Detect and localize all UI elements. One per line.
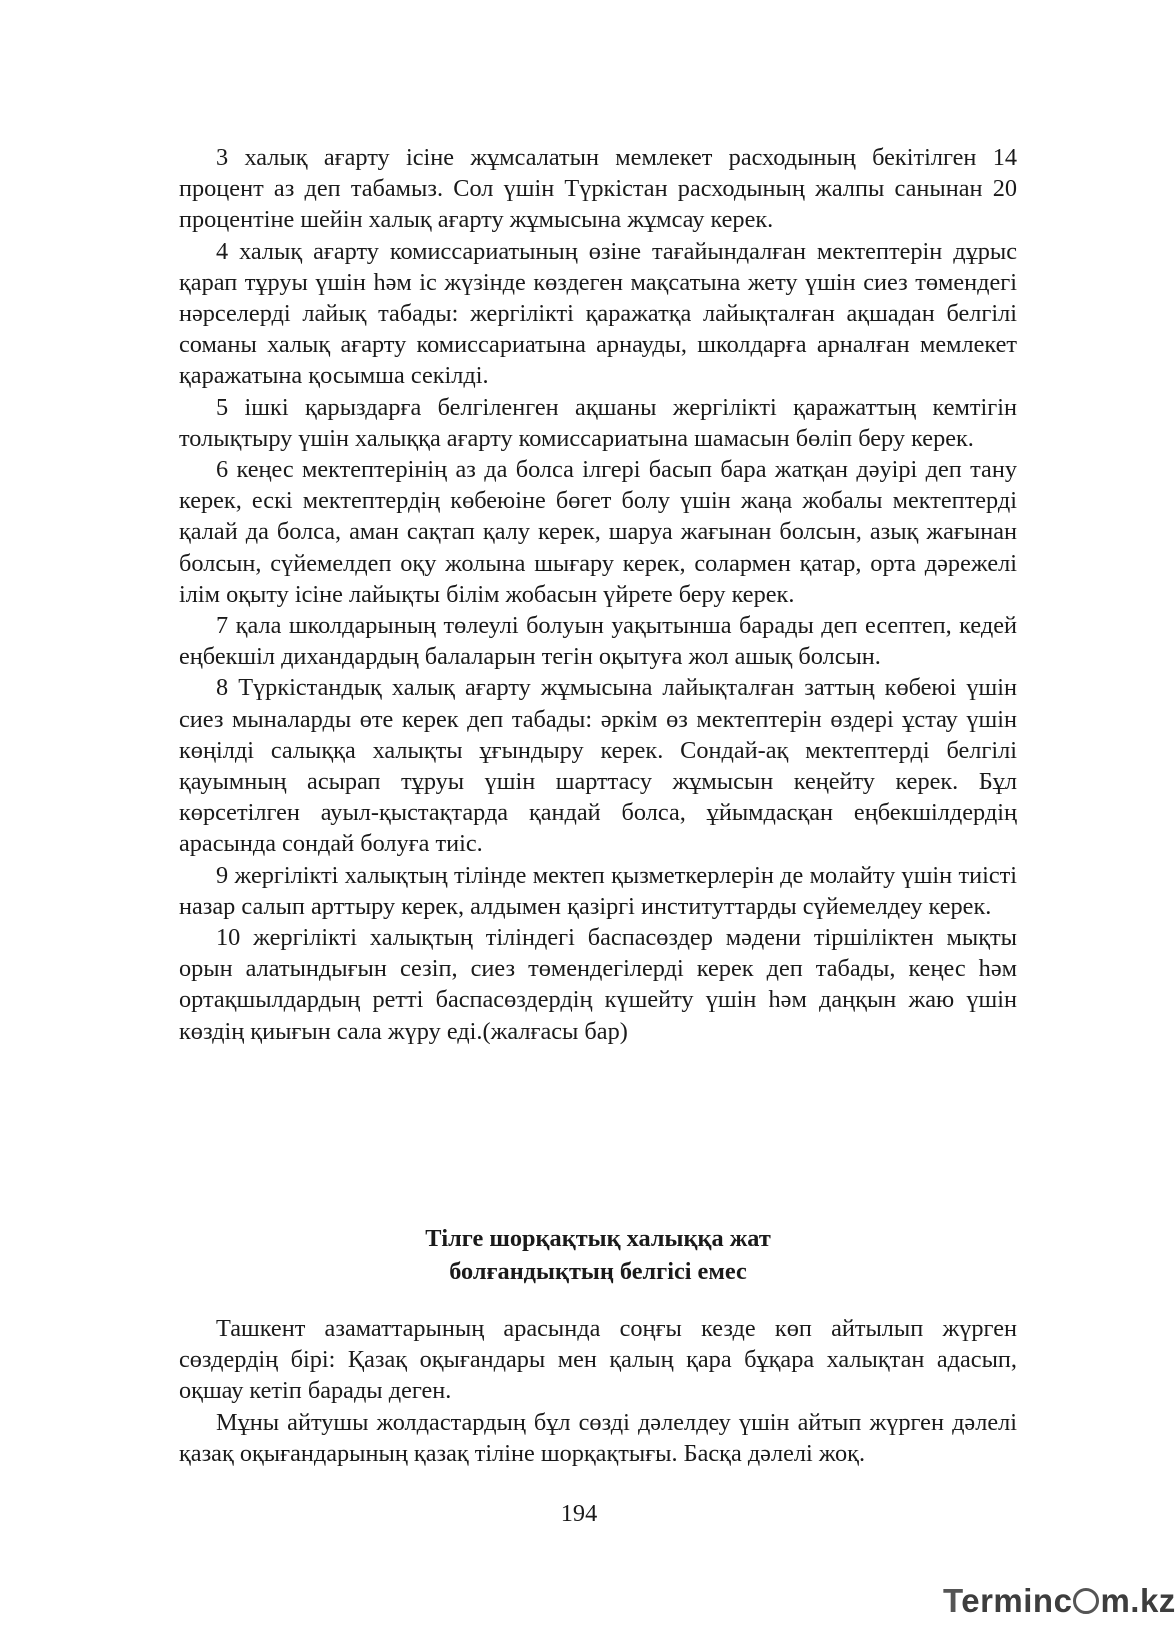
paragraph-7: 7 қала школдарының төлеулі болуын уақытынша барады деп есептеп, кедей еңбекшіл дихандардың балаларын тегін оқытуға жол ашық болсын. [179, 612, 1017, 671]
paragraph-3: 3 халық ағарту ісіне жұмсалатын мемлекет расходының бекітілген 14 процент аз деп табамыз. Сол үшін Түркістан расходының жалпы санынан 20 процентіне шейін халық ағарту жұмысына жұмсау керек. [179, 144, 1017, 234]
watermark-middle: erminc [961, 1582, 1073, 1619]
paragraph-4: 4 халық ағарту комиссариатының өзіне тағайындалған мектептерін дұрыс қарап тұруы үшін һәм іс жүзінде көздеген мақсатына жету үшін сиез төмендегі нәрселерді лайық табады: жергілікті қаражатқа лайықталған ақшадан белгілі соманы халық ағарту комиссариатына арнауды, школдарға арналған мемлекет қаражатына қосымша секілді. [179, 237, 1017, 390]
page-number: 194 [560, 1500, 598, 1527]
watermark-domain: m.kz [1100, 1582, 1176, 1619]
article-title-line-1: Тілге шорқақтық халыққа жат [425, 1225, 771, 1252]
main-text [179, 142, 1017, 1047]
article-title-line-2: болғандықтың белгісі емес [449, 1258, 747, 1285]
paragraph-10: 10 жергілікті халықтың тіліндегі баспасөздер мәдени тіршіліктен мықты орын алатындығын сезіп, сиез төмендегілерді керек деп табады, кеңес һәм ортақшылдардың ретті баспасөздердің күшейту үшін һәм даңқын жаю үшін көздің қиығын сала жүру еді.(жалғасы бар) [179, 924, 1017, 1045]
watermark-circle-icon [1073, 1588, 1099, 1614]
paragraph-5: 5 ішкі қарыздарға белгіленген ақшаны жергілікті қаражаттың кемтігін толықтыру үшін халыққа ағарту комиссариатына шамасын бөліп беру керек. [179, 393, 1017, 452]
article-title [179, 1222, 1017, 1288]
article-paragraph-2: Мұны айтушы жолдастардың бұл сөзді дәлелдеу үшін айтып жүрген дәлелі қазақ оқығандарының қазақ тіліне шорқақтығы. Басқа дәлелі жоқ. [179, 1408, 1017, 1467]
paragraph-6: 6 кеңес мектептерінің аз да болса ілгері басып бара жатқан дәуірі деп тану керек, ескі мектептердің көбеюіне бөгет болу үшін жаңа жобалы мектептерді қалай да болса, аман сақтап қалу керек, шаруа жағынан болсын, азық жағынан болсын, сүйемелдеп оқу жолына шығару керек, солармен қатар, орта дәрежелі ілім оқыту ісіне лайықты білім жобасын үйрете беру керек. [179, 456, 1017, 608]
article-text [179, 1313, 1017, 1469]
terminology-watermark-logo [943, 1582, 1176, 1620]
article-paragraph-1: Ташкент азаматтарының арасында соңғы кезде көп айтылып жүрген сөздердің бірі: Қазақ оқығандары мен қалың қара бұқара халықтан адасып, оқшау кетіп барады деген. [179, 1315, 1017, 1405]
paragraph-9: 9 жергілікті халықтың тілінде мектеп қызметкерлерін де молайту үшін тиісті назар салып арттыру керек, алдымен қазіргі институттарды сүйемелдеу керек. [179, 861, 1017, 920]
paragraph-8: 8 Түркістандық халық ағарту жұмысына лайықталған заттың көбеюі үшін сиез мыналарды өте керек деп табады: әркім өз мектептерін өздері ұстау үшін көңілді салыққа халықты ұғындыру керек. Сондай-ақ мектептерді белгілі қауымның асырап тұруы үшін шарттасу жұмысын кеңейту керек. Бұл көрсетілген ауыл-қыстақтарда қандай болса, ұйымдасқан еңбекшілдердің арасында сондай болуға тиіс. [179, 674, 1017, 858]
watermark-initial: T [943, 1582, 962, 1619]
